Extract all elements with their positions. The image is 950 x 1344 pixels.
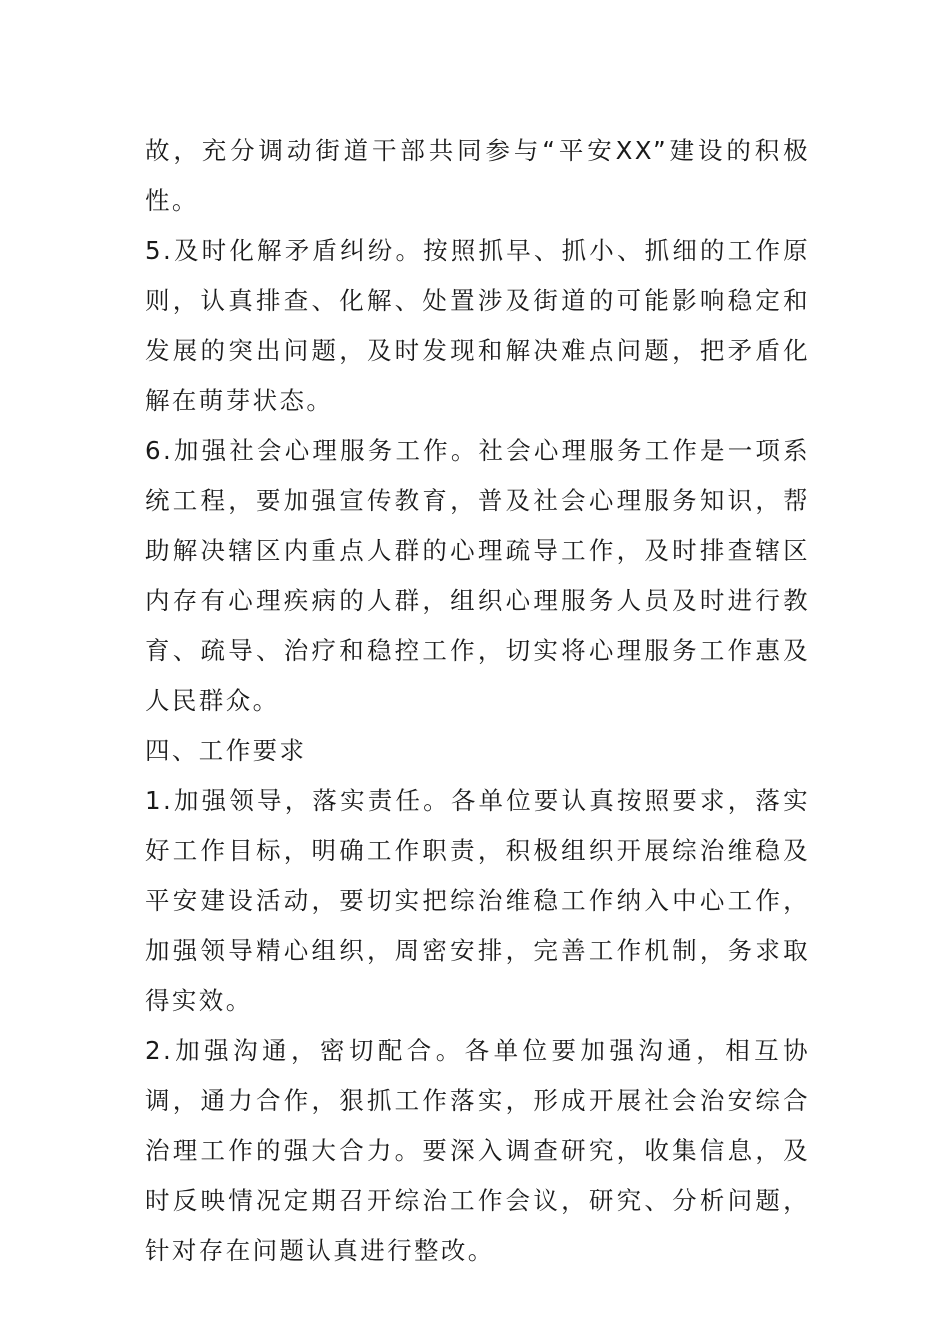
document-body [145, 126, 810, 1276]
section-heading-work-requirements: 四、工作要求 [145, 736, 307, 765]
paragraph-item-5: 5.及时化解矛盾纠纷。按照抓早、抓小、抓细的工作原则，认真排查、化解、处置涉及街道的可能影响稳定和发展的突出问题，及时发现和解决难点问题，把矛盾化解在萌芽状态。 [145, 236, 810, 415]
paragraph-continuation: 故，充分调动街道干部共同参与“平安XX”建设的积极性。 [145, 136, 810, 215]
paragraph-requirement-1: 1.加强领导，落实责任。各单位要认真按照要求，落实好工作目标，明确工作职责，积极组织开展综治维稳及平安建设活动，要切实把综治维稳工作纳入中心工作，加强领导精心组织，周密安排，完善工作机制，务求取得实效。 [145, 786, 810, 1015]
paragraph-item-6: 6.加强社会心理服务工作。社会心理服务工作是一项系统工程，要加强宣传教育，普及社会心理服务知识，帮助解决辖区内重点人群的心理疏导工作，及时排查辖区内存有心理疾病的人群，组织心理服务人员及时进行教育、疏导、治疗和稳控工作，切实将心理服务工作惠及人民群众。 [145, 436, 810, 715]
paragraph-requirement-2: 2.加强沟通，密切配合。各单位要加强沟通，相互协调，通力合作，狠抓工作落实，形成开展社会治安综合治理工作的强大合力。要深入调查研究，收集信息，及时反映情况定期召开综治工作会议，研究、分析问题，针对存在问题认真进行整改。 [145, 1036, 810, 1265]
